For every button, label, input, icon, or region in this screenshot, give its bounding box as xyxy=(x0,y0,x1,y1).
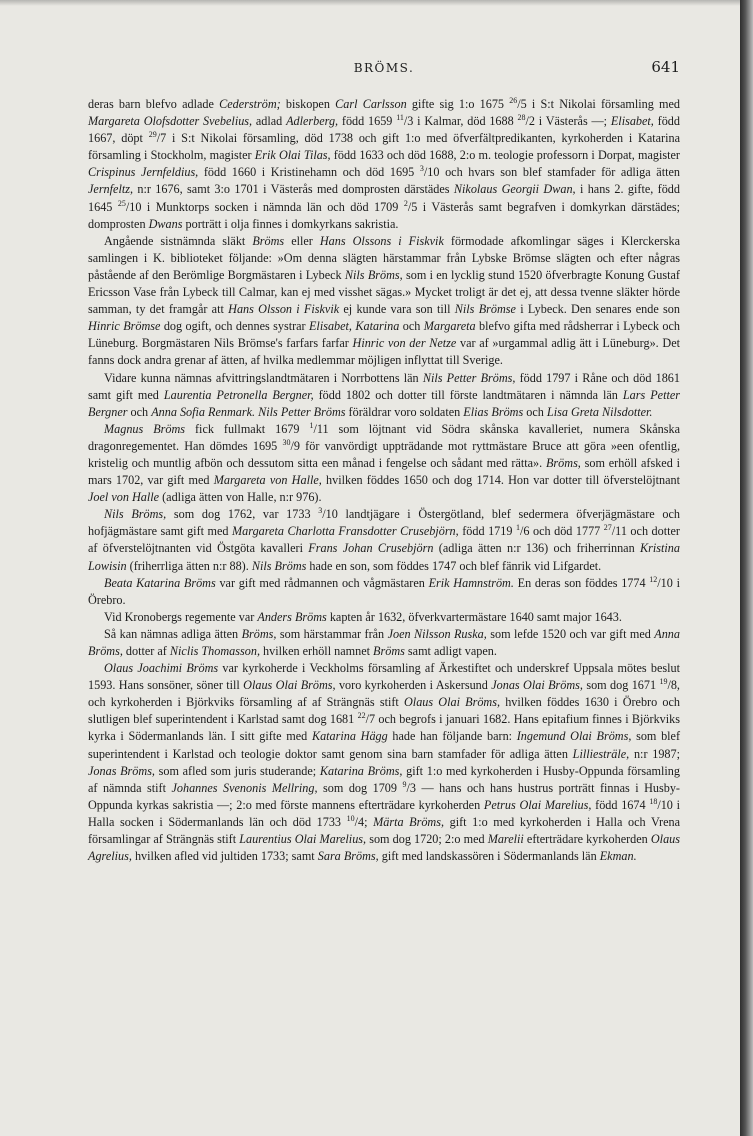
superscript-run: 25 xyxy=(117,198,126,208)
italic-run: Joel von Halle xyxy=(88,490,160,505)
superscript-run: 10 xyxy=(346,813,355,823)
italic-run: Katarina Hägg xyxy=(311,729,388,744)
page-number: 641 xyxy=(651,58,680,76)
text-run: samt adligt vapen. xyxy=(404,644,497,658)
text-run: /8, och kyrkoherden i Björkviks församling af af Strängnäs stift xyxy=(88,678,680,710)
italic-run: Nils Bröms xyxy=(251,558,307,573)
italic-run: Margareta Olofsdotter Svebelius, xyxy=(88,114,253,129)
text-run: biskopen xyxy=(280,97,336,111)
superscript-run: 11 xyxy=(396,113,404,123)
text-run: dotter af xyxy=(122,644,170,658)
italic-run: Jonas Olai Bröms, xyxy=(491,678,583,693)
superscript-run: 27 xyxy=(603,523,612,533)
italic-run: Hinric von der Netze xyxy=(352,336,457,351)
italic-run: Sara Bröms, xyxy=(317,849,379,864)
italic-run: Anna Bröms, xyxy=(88,626,680,658)
italic-run: Frans Johan Crusebjörn xyxy=(308,541,434,556)
text-run: efterträdare kyrkoherden xyxy=(523,832,651,847)
text-run: som dog 1720; 2:o med xyxy=(366,832,488,847)
italic-run: Nikolaus Georgii Dwan, xyxy=(453,182,576,197)
italic-run: Lilliesträle, xyxy=(572,746,630,761)
italic-run: Olaus Olai Bröms, xyxy=(243,678,336,693)
italic-run: Beata Katarina Bröms xyxy=(104,575,216,590)
italic-run: Ekman. xyxy=(599,849,637,864)
italic-run: Erik Hamnström. xyxy=(428,575,514,590)
italic-run: Laurentia Petronella Bergner, xyxy=(163,387,314,402)
paragraph xyxy=(88,421,680,506)
italic-run: Joen Nilsson Ruska, xyxy=(387,626,487,641)
italic-run: Ingemund Olai Bröms, xyxy=(516,729,632,744)
text-run: /6 och död 1777 xyxy=(519,524,604,539)
text-run: /9 för vanvördigt uppträdande mot ryttmästare Bruce att göra »een ofentlig, kristelig och muntlig afbön och dessutom sitta een månad i fengelse och sådant med rätta». xyxy=(88,438,680,470)
italic-run: Olaus Olai Bröms, xyxy=(404,695,501,710)
page-top-shadow xyxy=(0,0,740,6)
italic-run: Nils Bröms, xyxy=(104,507,167,522)
text-run: i hans 2. gifte, född 1645 xyxy=(88,182,680,214)
italic-run: Marelii xyxy=(487,832,524,847)
running-head: BRÖMS. xyxy=(353,61,415,75)
italic-run: Kristina Lowisin xyxy=(88,541,680,573)
text-run: hade en son, som föddes 1747 och blef fänrik vid Lifgardet. xyxy=(306,558,602,573)
text-run: ej kunde vara son till xyxy=(339,302,455,317)
body-text xyxy=(88,96,680,865)
text-run: och xyxy=(523,404,547,419)
text-run: eller xyxy=(284,233,320,248)
text-run: n:r 1987; xyxy=(629,746,680,761)
text-run: /5 i S:t Nikolai församling med xyxy=(517,97,680,111)
text-run: var gift med rådmannen och vågmästaren xyxy=(215,575,429,590)
paragraph xyxy=(88,96,680,233)
text-run: /7 i S:t Nikolai församling, död 1738 och gift 1:o med öfverfältpredikanten, kyrkoherden i Katarina församling i Stockholm, magister xyxy=(88,131,680,163)
text-run: förmodade afkomlingar säges i Klerckerska samlingen i K. biblioteket följande: »Om denna slägten härstammar från Lybske Brömse slägten och efter någras påstående af den Berömlige Borgmästaren i Lybeck xyxy=(88,233,680,282)
text-run: hvilken afled vid jultiden 1733; samt xyxy=(131,849,318,864)
italic-run: Cederström; xyxy=(219,97,281,111)
superscript-run: 2 xyxy=(403,198,408,208)
superscript-run: 28 xyxy=(517,113,526,123)
text-run: hvilken föddes 1630 i Örebro och slutligen blef superintendent i Karlstad samt dog 1681 xyxy=(88,695,680,727)
paragraph xyxy=(88,626,680,660)
italic-run: Olaus Joachimi Bröms xyxy=(104,661,219,676)
superscript-run: 19 xyxy=(659,677,668,687)
text-run: Vid Kronobergs regemente var xyxy=(104,609,258,624)
text-run: /3 i Kalmar, död 1688 xyxy=(403,114,518,129)
text-run: född 1659 xyxy=(338,114,397,129)
text-run: som dog 1709 xyxy=(317,780,403,795)
superscript-run: 1 xyxy=(515,523,520,533)
text-run: fick fullmakt 1679 xyxy=(185,421,310,436)
page-header xyxy=(88,58,680,78)
text-run: som dog 1671 xyxy=(582,678,660,693)
italic-run: Jonas Bröms, xyxy=(88,763,155,778)
text-run: som erhöll afsked i mars 1702, var gift med xyxy=(88,455,680,488)
text-run: hade han följande barn: xyxy=(387,729,517,744)
italic-run: Elisabet, xyxy=(610,114,654,129)
italic-run: Margareta xyxy=(423,319,476,334)
superscript-run: 30 xyxy=(282,437,291,447)
italic-run: Margareta von Halle, xyxy=(213,473,322,488)
text-run: /10 i Örebro. xyxy=(88,575,680,607)
text-run: född 1674 xyxy=(591,797,650,812)
text-run: /10 landtjägare i Östergötland, blef sedermera öfverjägmästare och hofjägmästare samt gift med xyxy=(88,507,680,539)
italic-run: Bröms xyxy=(373,644,405,658)
italic-run: Elias Bröms xyxy=(463,404,524,419)
italic-run: Crispinus Jernfeldius, xyxy=(88,165,199,180)
italic-run: Nils Bröms, xyxy=(344,267,403,282)
text-run: i Lybeck. Den senares ende son xyxy=(515,302,680,317)
paragraph xyxy=(88,660,680,865)
page-binding-edge xyxy=(740,0,753,1136)
text-run: En deras son föddes 1774 xyxy=(513,575,650,590)
italic-run: Nils Brömse xyxy=(454,302,516,317)
italic-run: Anna Sofia Renmark. xyxy=(151,404,256,419)
superscript-run: 3 xyxy=(419,164,424,174)
italic-run: Bröms, xyxy=(545,455,581,470)
italic-run: Hinric Brömse xyxy=(88,319,161,334)
italic-run: Hans Olsson i Fiskvik xyxy=(228,302,340,317)
italic-run: Elisabet, Katarina xyxy=(308,319,400,334)
text-run: hvilken erhöll namnet xyxy=(260,644,374,658)
text-run: n:r 1676, samt 3:o 1701 i Västerås med domprosten därstädes xyxy=(133,182,454,197)
text-run: /10 i Halla socken i Södermanlands län och död 1733 xyxy=(88,797,680,829)
text-run: deras barn blefvo adlade xyxy=(88,97,220,111)
text-run: dog ogift, och dennes systrar xyxy=(160,319,309,334)
text-run: född 1719 xyxy=(458,524,516,539)
text-run: föräldrar voro soldaten xyxy=(345,404,464,419)
paragraph xyxy=(88,506,680,574)
text-run: /10 i Munktorps socken i nämnda län och död 1709 xyxy=(125,199,404,214)
text-run: som lefde 1520 och var gift med xyxy=(486,626,655,641)
text-run: adlad xyxy=(252,114,287,129)
text-run: gift med landskassören i Södermanlands län xyxy=(378,849,600,864)
text-run: blefvo gifta med rådsherrar i Lybeck och Lüneburg. Borgmästaren Nils Brömse's farfars farfar xyxy=(88,319,680,351)
text-run: som blef superintendent i Karlstad och teologie doktor samt genom sina barn stamfader för adliga ätten xyxy=(88,729,681,761)
text-run: porträtt i olja finnes i domkyrkans sakristia. xyxy=(182,216,399,231)
italic-run: Bröms, xyxy=(241,626,277,641)
italic-run: Adlerberg, xyxy=(286,114,339,129)
text-run: (friherrliga ätten n:r 88). xyxy=(126,558,252,573)
superscript-run: 26 xyxy=(509,95,518,105)
text-run: som afled som juris studerande; xyxy=(154,763,320,778)
text-run: kapten år 1632, öfverkvartermästare 1640 samt major 1643. xyxy=(326,609,622,624)
italic-run: Niclis Thomasson, xyxy=(169,644,260,658)
text-run: född 1633 och död 1688, 2:o m. teologie professorn i Dorpat, magister xyxy=(330,148,680,163)
paragraph xyxy=(88,609,680,626)
italic-run: Petrus Olai Marelius, xyxy=(483,797,592,812)
text-run: /5 i Västerås samt begrafven i domkyrkan därstädes; domprosten xyxy=(88,199,681,231)
text-run: som dog 1762, var 1733 xyxy=(166,507,319,522)
text-run: voro kyrkoherden i Askersund xyxy=(335,678,492,693)
superscript-run: 1 xyxy=(309,420,314,430)
text-run: född 1660 i Kristinehamn och död 1695 xyxy=(198,165,420,180)
italic-run: Anders Bröms xyxy=(257,609,327,624)
superscript-run: 18 xyxy=(649,796,658,806)
text-run: /10 och hvars son blef stamfader för adliga ätten xyxy=(423,165,680,180)
text-run: Angående sistnämnda släkt xyxy=(104,233,253,248)
text-run: och xyxy=(399,319,424,334)
text-run: /11 som löjtnant vid Södra skånska kavalleriet, numera Skånska dragonregementet. Han dömdes 1695 xyxy=(88,421,680,453)
text-run: /3 — hans och hans hustrus porträtt finnas i Husby-Oppunda kyrkas sakristia —; 2:o med förste mannens efterträdare kyrkoherden xyxy=(88,780,680,812)
italic-run: Nils Petter Bröms, xyxy=(422,370,516,385)
text-run: född 1802 och dotter till förste landtmätaren i nämnda län xyxy=(313,387,623,402)
text-run: som i en lycklig stund 1520 öfverbragte Konung Gustaf Ericsson Vase från Lybeck till Calmar, kan ej med visshet sägas.» Mycket troligt är det ej, att dessa tvenne släkter hörde samman, ty det framgår att xyxy=(88,267,680,317)
text-run: Så kan nämnas adliga ätten xyxy=(104,626,242,641)
text-run: född 1797 i Råne och död 1861 samt gift med xyxy=(88,370,680,402)
italic-run: Jernfeltz, xyxy=(88,182,134,197)
italic-run: Erik Olai Tilas, xyxy=(254,148,331,163)
italic-run: Margareta Charlotta Fransdotter Crusebjörn, xyxy=(232,524,459,539)
text-run: hvilken föddes 1650 och dog 1714. Hon var dotter till öfverstelöjtnant xyxy=(321,473,681,488)
text-run: /7 och begrofs i januari 1682. Hans epitafium finnes i Björkviks kyrka i Södermanlands län. I sitt gifte med xyxy=(88,712,680,744)
superscript-run: 22 xyxy=(357,711,366,721)
text-run: (adliga ätten von Halle, n:r 976). xyxy=(159,490,322,505)
text-run: och xyxy=(127,404,152,419)
text-run: gifte sig 1:o 1675 xyxy=(406,97,510,111)
italic-run: Lars Petter Bergner xyxy=(88,387,681,419)
paragraph xyxy=(88,370,680,421)
text-run: gift 1:o med kyrkoherden i Halla och Vrena församlingar af Strängnäs stift xyxy=(88,814,681,847)
italic-run: Nils Petter Bröms xyxy=(258,404,346,419)
superscript-run: 3 xyxy=(318,506,323,516)
text-run: gift 1:o med kyrkoherden i Husby-Oppunda församling af nämnda stift xyxy=(88,763,680,795)
text-run: var kyrkoherde i Veckholms församling af Ärkestiftet och underskref Uppsala mötes beslut 1593. Hans sonsöner, söner till xyxy=(88,661,680,693)
italic-run: Magnus Bröms xyxy=(104,421,186,436)
superscript-run: 12 xyxy=(649,574,658,584)
text-run: född 1667, döpt xyxy=(88,114,680,146)
italic-run: Olaus Agrelius, xyxy=(88,832,680,864)
superscript-run: 9 xyxy=(402,779,407,789)
text-run: /11 och dotter af öfverstelöjtnanten vid Östgöta kavalleri xyxy=(88,524,680,556)
text-run: som härstammar från xyxy=(276,626,388,641)
italic-run: Lisa Greta Nilsdotter. xyxy=(546,404,653,419)
text-run: /4; xyxy=(354,814,374,829)
superscript-run: 29 xyxy=(148,130,157,140)
text-run: var af »urgammal adlig ätt i Lüneburg». Det fanns dock andra grenar af ätten, af hvilka medlemmar möjligen inflyttat till Sverige. xyxy=(88,336,680,368)
italic-run: Johannes Svenonis Mellring, xyxy=(171,780,318,795)
italic-run: Laurentius Olai Marelius, xyxy=(239,832,367,847)
text-run: Vidare kunna nämnas afvittringslandtmätaren i Norrbottens län xyxy=(104,370,423,385)
paragraph xyxy=(88,575,680,609)
text-run: /2 i Västerås —; xyxy=(525,114,611,129)
italic-run: Märta Bröms, xyxy=(373,814,445,829)
italic-run: Carl Carlsson xyxy=(335,97,407,111)
italic-run: Bröms xyxy=(252,233,285,248)
italic-run: Hans Olssons i Fiskvik xyxy=(319,233,444,248)
text-run: (adliga ätten n:r 136) och friherrinnan xyxy=(433,541,641,556)
italic-run: Dwans xyxy=(148,216,183,231)
paragraph xyxy=(88,233,680,370)
italic-run: Katarina Bröms, xyxy=(319,763,403,778)
